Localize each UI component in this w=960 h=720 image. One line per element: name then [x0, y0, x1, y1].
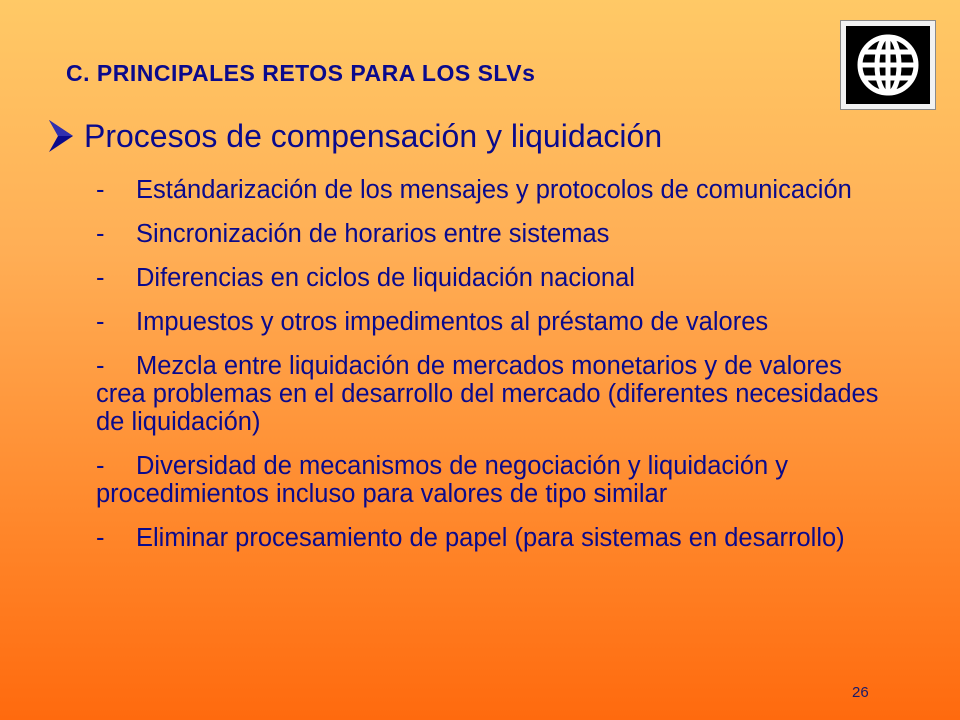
- dash-marker: -: [96, 452, 105, 480]
- sub-bullet-text: Diferencias en ciclos de liquidación nacional: [136, 264, 635, 292]
- slide-heading: C. PRINCIPALES RETOS PARA LOS SLVs: [66, 60, 536, 86]
- main-bullet: [46, 116, 662, 156]
- globe-icon: [854, 31, 922, 99]
- dash-marker: -: [96, 308, 105, 336]
- sub-bullet-item: [96, 308, 896, 336]
- sub-bullet-text: Eliminar procesamiento de papel (para sistemas en desarrollo): [136, 524, 845, 552]
- sub-bullet-list: [96, 176, 896, 568]
- sub-bullet-text: Sincronización de horarios entre sistemas: [136, 220, 610, 248]
- sub-bullet-item: [96, 452, 896, 508]
- sub-bullet-text: Diversidad de mecanismos de negociación y liquidación y procedimientos incluso para valores de tipo similar: [96, 452, 789, 508]
- sub-bullet-item: [96, 176, 896, 204]
- dash-marker: -: [96, 176, 105, 204]
- main-bullet-text: Procesos de compensación y liquidación: [84, 117, 663, 154]
- logo: [840, 20, 936, 110]
- sub-bullet-item: [96, 220, 896, 248]
- sub-bullet-text: Estándarización de los mensajes y protocolos de comunicación: [136, 176, 852, 204]
- arrow-bullet-icon: [46, 116, 76, 156]
- sub-bullet-text: Mezcla entre liquidación de mercados monetarios y de valores crea problemas en el desarrollo del mercado (diferentes necesidades de liquidación): [96, 352, 879, 436]
- sub-bullet-text: Impuestos y otros impedimentos al préstamo de valores: [136, 308, 769, 336]
- sub-bullet-item: [96, 264, 896, 292]
- dash-marker: -: [96, 352, 105, 380]
- sub-bullet-item: [96, 524, 896, 552]
- dash-marker: -: [96, 264, 105, 292]
- sub-bullet-item: [96, 352, 896, 436]
- logo-background: [846, 26, 930, 104]
- page-number: 26: [852, 684, 869, 701]
- dash-marker: -: [96, 524, 105, 552]
- dash-marker: -: [96, 220, 105, 248]
